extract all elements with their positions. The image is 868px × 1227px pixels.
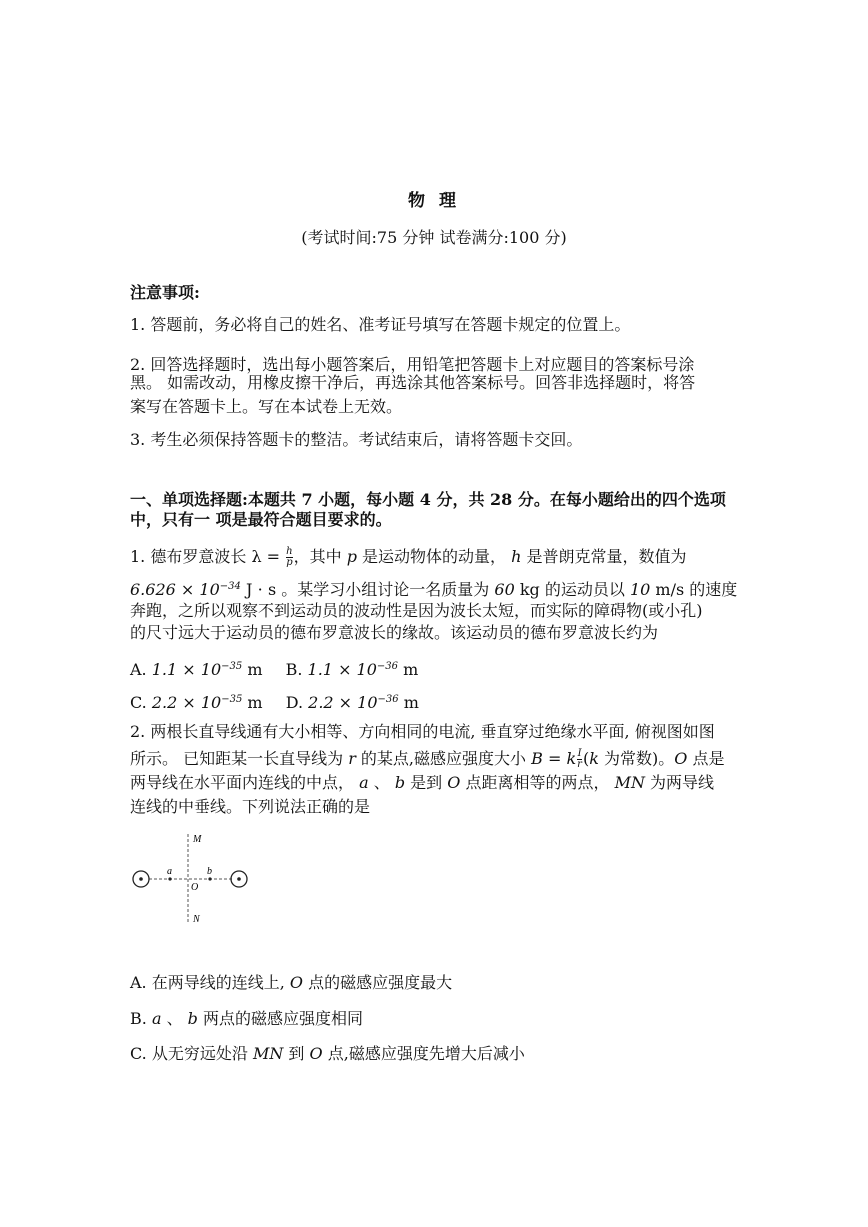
- var-O: O: [289, 973, 304, 992]
- var-a: a: [359, 773, 369, 792]
- option-value: 2.2 × 10: [308, 693, 378, 712]
- var-r: r: [348, 749, 356, 768]
- option-c: [130, 693, 263, 712]
- q2-line4: 连线的中垂线。下列说法正确的是: [130, 797, 371, 816]
- q1-line2: [130, 576, 737, 601]
- q2-text: 、: [368, 773, 395, 792]
- option-exponent: −36: [376, 661, 399, 672]
- option-text: 、: [161, 1009, 188, 1028]
- var-B: B: [531, 749, 543, 768]
- exam-info: (考试时间:75 分钟 试卷满分:100 分): [301, 228, 567, 247]
- page-title: 物 理: [408, 191, 460, 211]
- option-value: 1.1 × 10: [307, 660, 377, 679]
- q1-text: 1. 德布罗意波长 λ =: [130, 547, 286, 566]
- q2-text: 是到: [405, 773, 448, 792]
- var-MN: MN: [614, 773, 645, 792]
- label-O: O: [191, 882, 199, 893]
- var-k: k: [566, 749, 577, 768]
- option-label: D.: [285, 693, 309, 712]
- option-unit: m: [398, 693, 419, 712]
- option-unit: m: [242, 660, 263, 679]
- notice-heading: 注意事项:: [130, 283, 200, 302]
- q1-text: J ⋅ s 。某学习小组讨论一名质量为: [240, 580, 495, 599]
- h-over-p-fraction: [286, 547, 292, 568]
- q2-text: 两导线在水平面内连线的中点，: [130, 773, 360, 792]
- q1-options-row2: [130, 689, 419, 714]
- q1-text: kg 的运动员以: [514, 580, 630, 599]
- q2-option-b: [130, 1008, 363, 1030]
- planck-value: 6.626 × 10: [130, 580, 220, 599]
- speed-value: 10: [629, 580, 651, 599]
- option-label: A.: [130, 660, 152, 679]
- var-MN: MN: [252, 1044, 284, 1063]
- option-value: 1.1 × 10: [151, 660, 222, 679]
- var-O: O: [674, 749, 688, 768]
- q1-text: 是普朗克常量，数值为: [521, 547, 687, 566]
- notice-item-1: 1. 答题前，务必将自己的姓名、准考证号填写在答题卡规定的位置上。: [130, 315, 631, 334]
- right-wire-dot: [237, 877, 241, 881]
- notice-item-2-cont: 黑。 如需改动，用橡皮擦干净后，再选涂其他答案标号。回答非选择题时，将答: [130, 373, 696, 392]
- left-wire-dot: [139, 877, 143, 881]
- label-N: N: [193, 914, 200, 925]
- var-b: b: [394, 773, 406, 792]
- q2-option-a: [130, 972, 452, 994]
- notice-item-3: 3. 考生必须保持答题卡的整洁。考试结束后，请将答题卡交回。: [130, 430, 583, 449]
- q2-line2: [130, 748, 724, 770]
- option-exponent: −35: [221, 694, 243, 705]
- q1-text: 是运动物体的动量，: [356, 547, 512, 566]
- var-h: h: [511, 547, 522, 566]
- q2-line1: 2. 两根长直导线通有大小相等、方向相同的电流, 垂直穿过绝缘水平面, 俯视图如图: [130, 722, 715, 741]
- q2-text: 的某点,磁感应强度大小: [355, 749, 532, 768]
- option-text: 两点的磁感应强度相同: [197, 1009, 364, 1028]
- q1-text: ，其中: [293, 547, 347, 566]
- q2-option-c: [130, 1043, 525, 1065]
- option-exponent: −36: [377, 694, 399, 705]
- option-unit: m: [242, 693, 263, 712]
- planck-exponent: −34: [219, 581, 241, 592]
- option-text: A. 在两导线的连线上,: [130, 973, 290, 992]
- point-a-dot: [168, 877, 171, 880]
- var-k: k: [589, 749, 599, 768]
- option-text: B.: [130, 1009, 152, 1028]
- option-value: 2.2 × 10: [151, 693, 222, 712]
- option-text: 点的磁感应强度最大: [303, 973, 453, 992]
- section-heading-line2: 中，只有一 项是最符合题目要求的。: [130, 510, 392, 529]
- frac-denominator: p: [286, 557, 293, 568]
- option-label: C.: [130, 693, 152, 712]
- q2-text: 为常数)。: [598, 749, 675, 768]
- notice-item-2: 2. 回答选择题时，选出每小题答案后，用铅笔把答题卡上对应题目的答案标号涂: [130, 355, 695, 374]
- q2-text: 为两导线: [644, 773, 715, 792]
- var-O: O: [447, 773, 461, 792]
- frac-numerator: I: [577, 748, 582, 759]
- option-text: 点,磁感应强度先增大后减小: [322, 1044, 525, 1063]
- point-b-dot: [208, 877, 211, 880]
- label-a: a: [167, 866, 172, 877]
- option-label: B.: [285, 660, 308, 679]
- option-text: C. 从无穷远处沿: [130, 1044, 253, 1063]
- label-b: b: [207, 866, 212, 877]
- q1-line1: [130, 546, 687, 568]
- section-heading-line1: 一、单项选择题:本题共 7 小题，每小题 4 分，共 28 分。在每小题给出的四个选项: [130, 490, 726, 509]
- option-text: 到: [283, 1044, 310, 1063]
- var-a: a: [151, 1009, 162, 1028]
- notice-item-2-cont2: 案写在答题卡上。写在本试卷上无效。: [130, 397, 403, 416]
- label-M: M: [193, 834, 202, 845]
- q1-options-row1: [130, 656, 418, 681]
- q2-line3: [130, 772, 714, 794]
- option-unit: m: [398, 660, 419, 679]
- frac-denominator: r: [577, 759, 582, 770]
- var-O: O: [309, 1044, 323, 1063]
- var-b: b: [187, 1009, 198, 1028]
- q2-text: 所示。 已知距某一长直导线为: [130, 749, 349, 768]
- option-d: [286, 693, 419, 712]
- option-exponent: −35: [221, 661, 243, 672]
- option-b: [286, 660, 419, 679]
- q2-text: (: [582, 749, 590, 768]
- q1-text: m/s 的速度: [650, 580, 738, 599]
- option-a: [130, 660, 263, 679]
- I-over-r-fraction: [577, 749, 582, 770]
- wires-diagram: [125, 828, 255, 928]
- q2-text: 点距离相等的两点，: [460, 773, 615, 792]
- q1-line4: 的尺寸远大于运动员的德布罗意波长的缘故。该运动员的德布罗意波长约为: [130, 623, 659, 642]
- var-p: p: [346, 547, 357, 566]
- q2-text: 点是: [687, 749, 725, 768]
- mass-value: 60: [494, 580, 515, 599]
- frac-numerator: h: [286, 546, 293, 557]
- q2-text: =: [542, 749, 567, 768]
- q1-line3: 奔跑，之所以观察不到运动员的波动性是因为波长太短，而实际的障碍物(或小孔): [130, 601, 703, 620]
